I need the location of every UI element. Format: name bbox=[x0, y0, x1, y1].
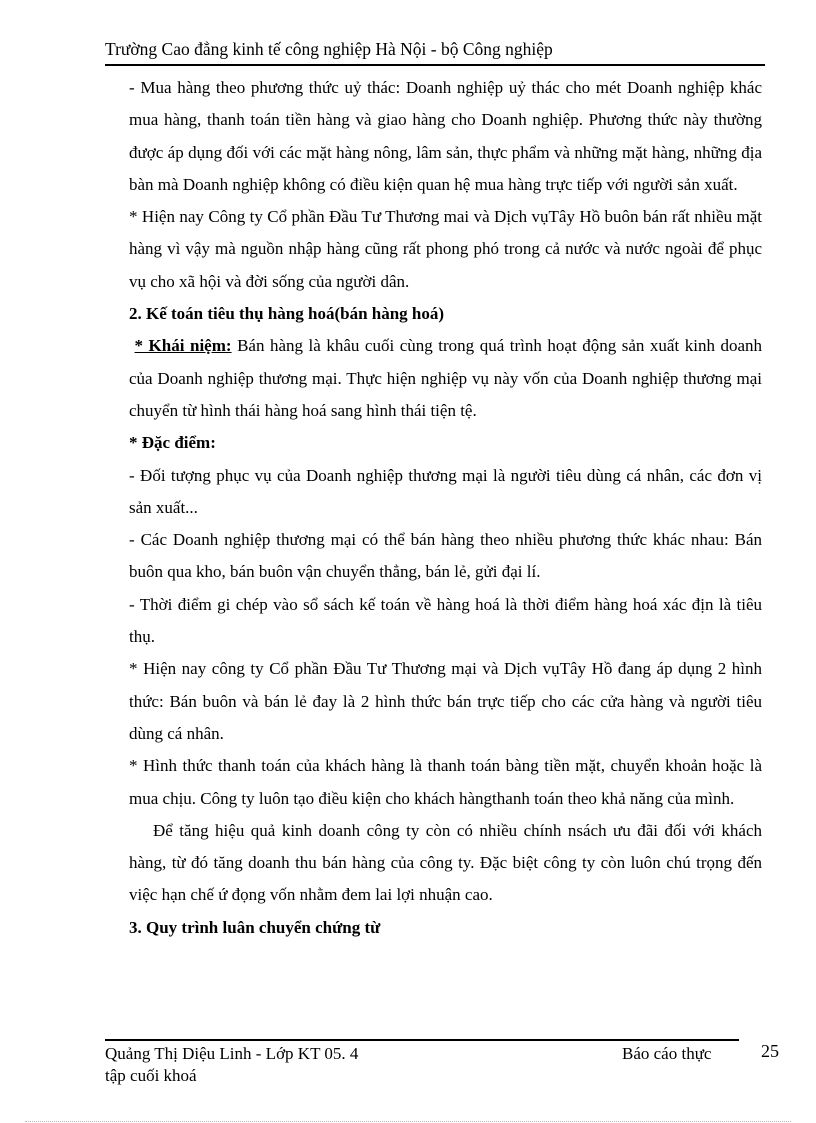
paragraph-payment-forms: * Hình thức thanh toán của khách hàng là thanh toán bàng tiền mặt, chuyển khoản hoặc là mua chịu. Công ty luôn tạo điều kiện cho khách hàngthanh toán theo khả năng của mình. bbox=[129, 756, 762, 808]
paragraph-sales-forms: * Hiện nay công ty Cổ phần Đầu Tư Thương mại và Dịch vụTây Hồ đang áp dụng 2 hình thức: Bán buôn và bán lẻ đay là 2 hình thức bán trực tiếp cho các cửa hàng và người tiêu dùng cá nhân. bbox=[129, 659, 762, 743]
page-header bbox=[105, 38, 745, 60]
section-heading-2: 2. Kế toán tiêu thụ hàng hoá(bán hàng hoá) bbox=[129, 304, 445, 324]
paragraph-consignment-purchase: - Mua hàng theo phương thức uỷ thác: Doanh nghiệp uỷ thác cho mét Doanh nghiệp khác mua hàng, thanh toán tiền hàng và giao hàng cho Doanh nghiệp. Phương thức này thường được áp dụng đối với các mặt hàng nông, lâm sản, thực phẩm và những mặt hàng, những địa bàn mà Doanh nghiệp không có điều kiện quan hệ mua hàng trực tiếp với người sản xuất. bbox=[129, 78, 762, 194]
header-divider bbox=[105, 64, 765, 66]
footer-report-title-cont: tập cuối khoá bbox=[105, 1066, 197, 1085]
page-bottom-border bbox=[25, 1121, 791, 1122]
concept-label: * Khái niệm: bbox=[134, 336, 232, 356]
section-heading-3: 3. Quy trình luân chuyển chứng từ bbox=[129, 917, 381, 937]
feature-item-1: - Đối tượng phục vụ của Doanh nghiệp thương mại là người tiêu dùng cá nhân, các đơn vị sản xuất... bbox=[129, 465, 762, 517]
paragraph-concept bbox=[129, 330, 762, 427]
footer-author: Quảng Thị Diệu Linh - Lớp KT 05. 4 bbox=[105, 1044, 359, 1063]
header-title: Trường Cao đẳng kinh tế công nghiệp Hà Nội - bộ Công nghiệp bbox=[105, 39, 553, 59]
features-heading: * Đặc điểm: bbox=[129, 433, 216, 453]
paragraph-incentives: Để tăng hiệu quả kinh doanh công ty còn có nhiều chính nsách ưu đãi đối với khách hàng, từ đó tăng doanh thu bán hàng của công ty. Đặc biệt công ty còn luôn chú trọng đến việc hạn chế ứ đọng vốn nhằm đem lai lợi nhuận cao. bbox=[129, 820, 762, 905]
footer-report-title: Báo cáo thực bbox=[622, 1044, 712, 1063]
footer-divider bbox=[105, 1039, 739, 1041]
paragraph-company-goods: * Hiện nay Công ty Cổ phần Đầu Tư Thương mai và Dịch vụTây Hồ buôn bán rất nhiều mặt hàng vì vậy mà nguồn nhập hàng cũng rất phong phó trong cả nước và nước ngoài để phục vụ cho xã hội và đời sống của người dân. bbox=[129, 207, 762, 291]
page-number: 25 bbox=[761, 1041, 779, 1061]
feature-item-2: - Các Doanh nghiệp thương mại có thể bán hàng theo nhiều phương thức khác nhau: Bán buôn qua kho, bán buôn vận chuyển thẳng, bán lẻ, gửi đại lí. bbox=[129, 530, 762, 582]
feature-item-3: - Thời điểm gi chép vào sổ sách kế toán về hàng hoá là thời điểm hàng hoá xác địn là tiêu thụ. bbox=[129, 594, 762, 647]
concept-text: Bán hàng là khâu cuối cùng trong quá trình hoạt động sản xuất kinh doanh của Doanh nghiệp thương mại. Thực hiện nghiệp vụ này vốn của Doanh nghiệp thương mại chuyển từ hình thái hàng hoá sang hình thái tiện tệ. bbox=[129, 336, 763, 420]
document-body bbox=[129, 72, 762, 944]
